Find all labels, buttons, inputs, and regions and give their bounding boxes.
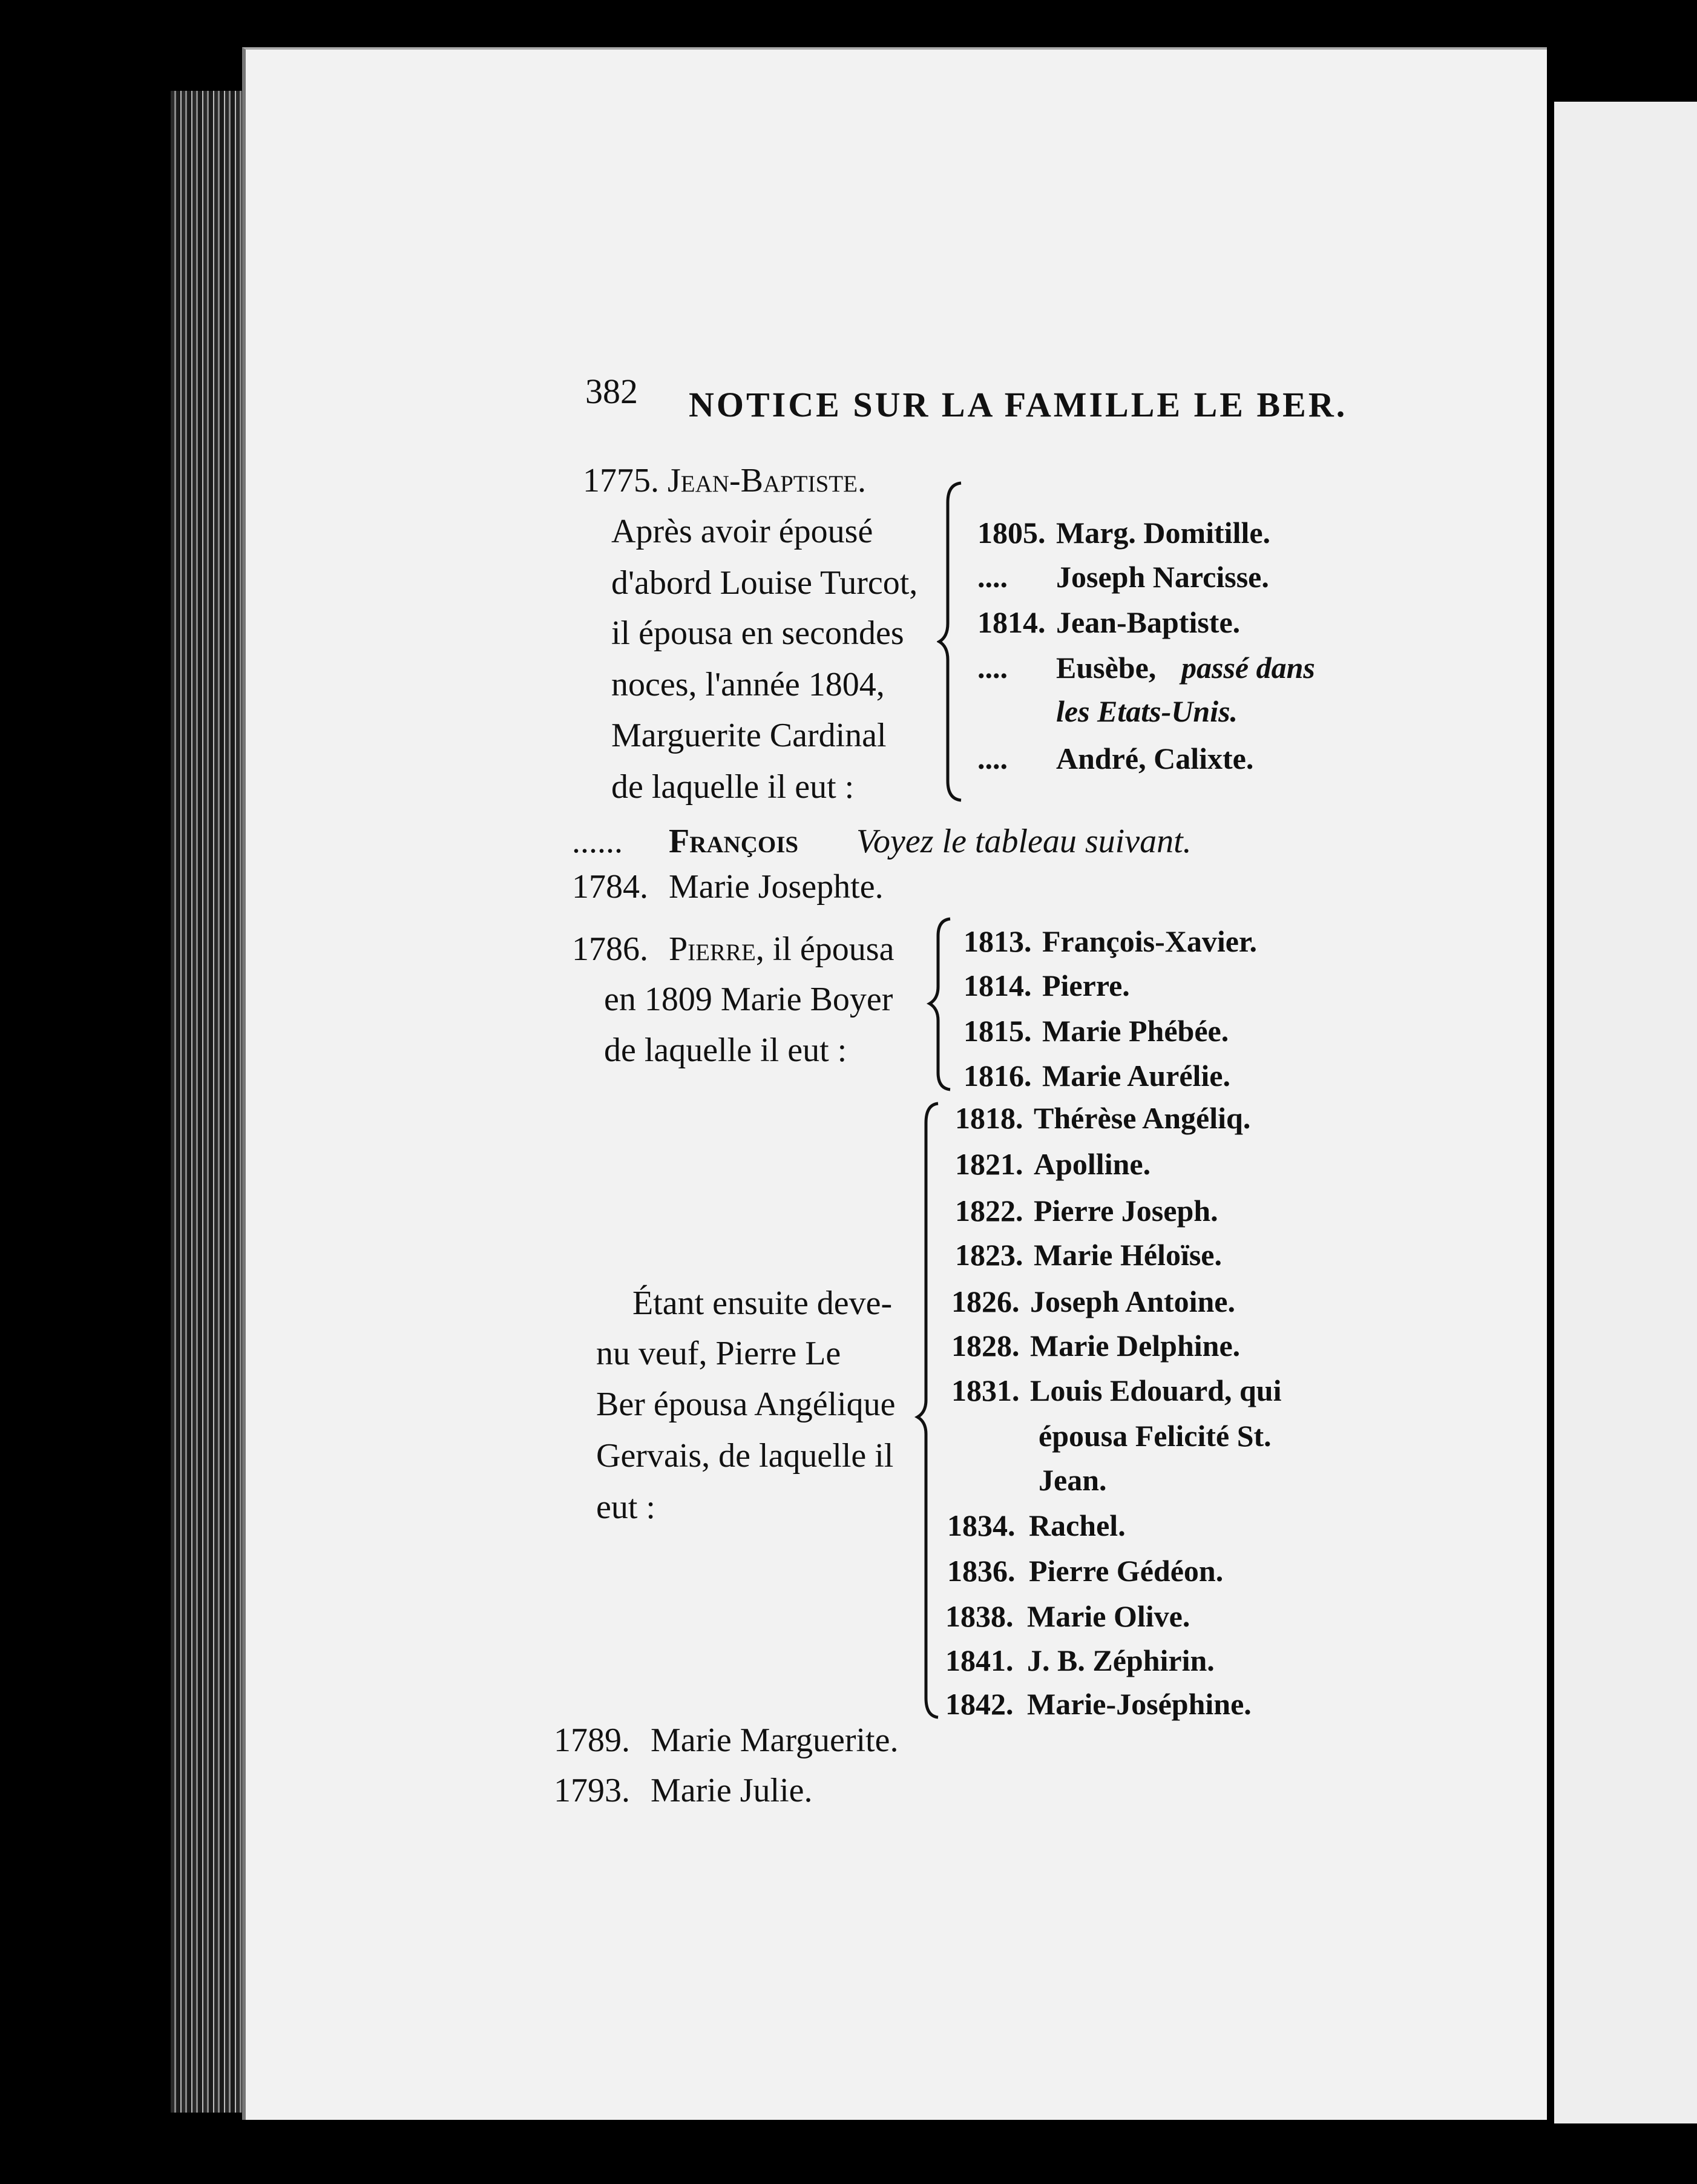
francois-note: Voyez le tableau suivant. [856,823,1192,860]
p2-child-year-1: 1818. [955,1101,1023,1135]
pierre-year: 1786. [572,930,648,968]
jb-child-name-5: André, Calixte. [1056,742,1254,775]
jb-child-name-3: Jean-Baptiste. [1056,605,1241,639]
pierre-child-name-1: François-Xavier. [1042,924,1258,958]
pierre-child-year-4: 1816. [963,1059,1032,1093]
jb-child-name-2: Joseph Narcisse. [1056,560,1269,594]
jb-line-3: il épousa en secondes [611,614,904,652]
marie-josephte-year: 1784. [572,868,648,906]
pierre2-line-5: eut : [596,1488,655,1526]
pierre-child-year-3: 1815. [963,1014,1032,1048]
jb-child-year-1: 1805. [977,516,1046,550]
facing-page-edge [1549,102,1697,2123]
p2-child-name-8: Rachel. [1029,1508,1126,1542]
p2-child-year-5: 1826. [951,1284,1020,1318]
jean-baptiste-heading: 1775. Jean-Baptiste. [583,462,866,499]
p2-child-year-6: 1828. [951,1329,1020,1363]
pierre-child-year-1: 1813. [963,924,1032,958]
marie-marguerite-year: 1789. [554,1722,630,1759]
p2-child-year-8: 1834. [947,1508,1016,1542]
pierre2-line-2: nu veuf, Pierre Le [596,1335,841,1372]
pierre-brace [926,914,962,1096]
p2-child-cont-7b: Jean. [1039,1463,1107,1497]
pierre-line-1: en 1809 Marie Boyer [604,981,893,1018]
p2-child-name-11: J. B. Zéphirin. [1027,1643,1215,1677]
p2-child-name-12: Marie-Joséphine. [1027,1687,1252,1721]
p2-child-year-9: 1836. [947,1554,1016,1588]
p2-child-year-2: 1821. [955,1147,1023,1181]
jb-line-6: de laquelle il eut : [611,768,855,806]
p2-child-name-2: Apolline. [1034,1147,1151,1181]
pierre-line-2: de laquelle il eut : [604,1031,847,1069]
jb-child-year-5: .... [977,742,1008,775]
jb-child-year-4: .... [977,651,1008,685]
p2-child-name-5: Joseph Antoine. [1030,1284,1235,1318]
p2-child-year-12: 1842. [945,1687,1014,1721]
p2-child-name-3: Pierre Joseph. [1034,1194,1218,1228]
jb-line-1: Après avoir épousé [611,513,873,550]
p2-child-year-4: 1823. [955,1238,1023,1272]
pierre-second-brace [914,1099,950,1722]
book-page [242,47,1547,2120]
jb-line-4: noces, l'année 1804, [611,666,885,703]
francois-name: François [669,823,799,860]
jb-child-year-2: .... [977,560,1008,594]
pierre-heading [669,932,894,966]
pierre2-line-3: Ber épousa Angélique [596,1386,896,1423]
p2-child-year-10: 1838. [945,1599,1014,1633]
pierre-child-name-2: Pierre. [1042,969,1130,1002]
jb-child-name-1: Marg. Domitille. [1056,516,1271,550]
jb-child-note-4b: les Etats-Unis. [1056,694,1238,728]
pierre2-line-4: Gervais, de laquelle il [596,1437,894,1475]
p2-child-year-3: 1822. [955,1194,1023,1228]
jb-line-5: Marguerite Cardinal [611,717,887,754]
pierre-heading-rest: , il épousa [755,930,894,968]
marie-julie-year: 1793. [554,1772,630,1809]
pierre-name: Pierre [669,930,756,968]
p2-child-name-4: Marie Héloïse. [1034,1238,1222,1272]
jean-baptiste-brace [937,478,973,805]
p2-child-name-10: Marie Olive. [1027,1599,1190,1633]
marie-marguerite-name: Marie Marguerite. [651,1722,899,1759]
p2-child-year-7: 1831. [951,1373,1020,1407]
jb-child-name-4: Eusèbe, [1056,651,1157,685]
marie-josephte-name: Marie Josephte. [669,868,884,906]
jb-child-note-4: passé dans [1181,651,1315,685]
p2-child-name-6: Marie Delphine. [1030,1329,1241,1363]
pierre2-line-1: Étant ensuite deve- [632,1284,893,1322]
jb-child-year-3: 1814. [977,605,1046,639]
running-head: NOTICE SUR LA FAMILLE LE BER. [689,385,1348,424]
page-number: 382 [585,372,638,411]
page-edge-stack [171,91,243,2113]
francois-dots: ...... [572,823,623,860]
marie-julie-name: Marie Julie. [651,1772,813,1809]
pierre-child-name-4: Marie Aurélie. [1042,1059,1230,1093]
pierre-child-year-2: 1814. [963,969,1032,1002]
p2-child-year-11: 1841. [945,1643,1014,1677]
p2-child-name-9: Pierre Gédéon. [1029,1554,1224,1588]
p2-child-name-1: Thérèse Angéliq. [1034,1101,1251,1135]
pierre-child-name-3: Marie Phébée. [1042,1014,1229,1048]
jb-line-2: d'abord Louise Turcot, [611,564,918,602]
p2-child-cont-7a: épousa Felicité St. [1039,1419,1272,1453]
p2-child-name-7: Louis Edouard, qui [1030,1373,1282,1407]
